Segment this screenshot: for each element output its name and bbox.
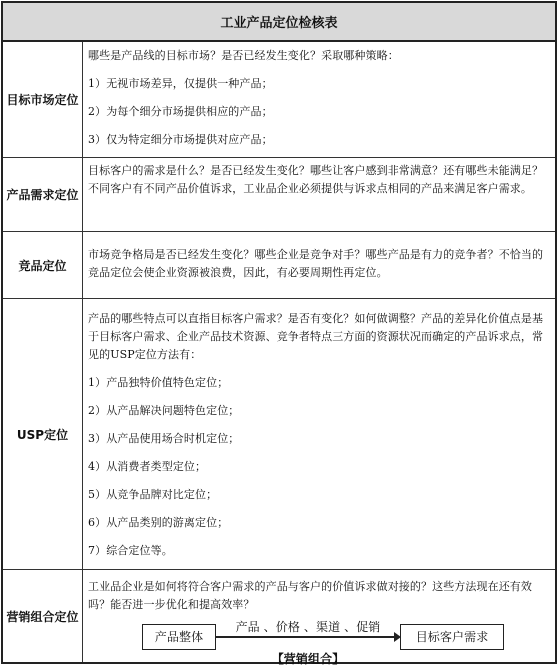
row-intro: 产品的哪些特点可以直指目标客户需求？是否有变化？如何做调整？产品的差异化价值点是基于目标客户需求、企业产品技术资源、竞争者特点三方面的资源状况而确定的产品诉求点，常见的USP定位方法有： xyxy=(88,312,544,361)
table-row xyxy=(3,42,555,158)
list-item: 1）产品独特价值特色定位； xyxy=(88,376,229,389)
table-row xyxy=(3,158,555,232)
list-item: 5）从竞争品牌对比定位； xyxy=(88,488,218,501)
product-box: 产品整体 xyxy=(142,624,216,650)
row-text: 市场竞争格局是否已经发生变化？哪些企业是竞争对手？哪些产品是有力的竞争者？不恰当的竞品定位会使企业资源被浪费，因此，有必要周期性再定位。 xyxy=(88,248,544,279)
row-label: 目标市场定位 xyxy=(3,42,83,157)
checklist-table xyxy=(1,1,557,664)
list-item: 3）仅为特定细分市场提供对应产品； xyxy=(88,133,273,146)
table-title: 工业产品定位检核表 xyxy=(3,3,555,42)
row-text: 目标客户的需求是什么？是否已经发生变化？哪些让客户感到非常满意？还有哪些未能满足？不同客户有不同产品价值诉求，工业品企业必须提供与诉求点相同的产品来满足客户需求。 xyxy=(88,164,544,195)
row-text: 工业品企业是如何将符合客户需求的产品与客户的价值诉求做对接的？这些方法现在还有效吗？能否进一步优化和提高效率？ xyxy=(88,580,532,611)
list-item: 4）从消费者类型定位； xyxy=(88,460,207,473)
list-item: 3）从产品使用场合时机定位； xyxy=(88,432,240,445)
row-content xyxy=(83,42,555,157)
marketing-mix-label: 【营销组合】 xyxy=(271,652,345,666)
table-row xyxy=(3,570,555,666)
list-item: 2）从产品解决问题特色定位； xyxy=(88,404,240,417)
list-item: 2）为每个细分市场提供相应的产品； xyxy=(88,105,273,118)
list-item: 1）无视市场差异，仅提供一种产品； xyxy=(88,77,273,90)
row-label: 竞品定位 xyxy=(3,232,83,298)
list-item: 6）从产品类别的游离定位； xyxy=(88,516,229,529)
marketing-mix-diagram xyxy=(88,618,551,670)
arrow-line xyxy=(216,636,398,638)
mix-elements-label: 产品 、价格 、渠道 、促销 xyxy=(235,620,381,634)
row-label: USP定位 xyxy=(3,299,83,569)
row-label: 营销组合定位 xyxy=(3,570,83,662)
row-content xyxy=(83,232,555,298)
row-content xyxy=(83,158,555,231)
row-content xyxy=(83,299,555,569)
customer-need-box: 目标客户需求 xyxy=(400,624,504,650)
list-item: 7）综合定位等。 xyxy=(88,544,173,557)
table-row xyxy=(3,299,555,570)
row-intro: 哪些是产品线的目标市场？是否已经发生变化？采取哪种策略： xyxy=(88,49,399,62)
row-label: 产品需求定位 xyxy=(3,158,83,231)
row-content xyxy=(83,570,555,666)
table-row xyxy=(3,232,555,299)
